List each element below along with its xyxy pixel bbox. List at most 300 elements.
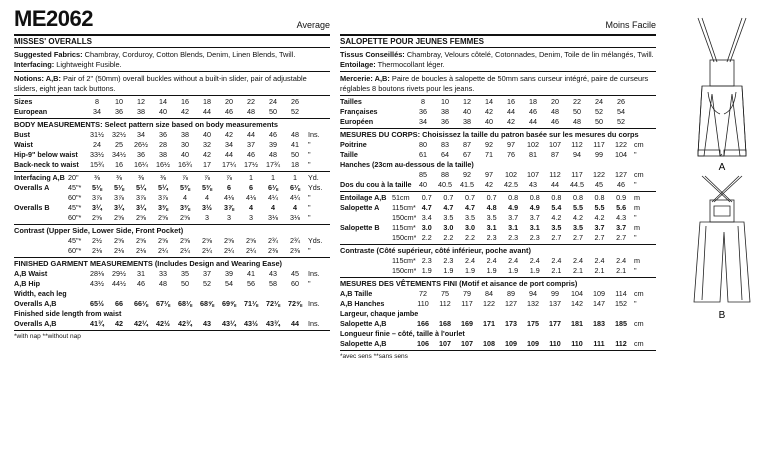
row-label: Largeur, chaque jambe [340, 309, 419, 318]
row-label: A,B Waist [14, 269, 48, 278]
table-cell: 122 [483, 299, 495, 308]
table-cell: 0.8 [508, 193, 519, 202]
table-cell: 60 [291, 279, 299, 288]
table-row [340, 97, 656, 107]
row-values [86, 183, 306, 193]
table-cell: 102 [527, 140, 539, 149]
row-label: A,B Taille [340, 289, 373, 298]
view-a-label: A [718, 162, 726, 173]
table-row [14, 160, 330, 170]
table-cell: 42¾ [178, 319, 192, 328]
table-cell: 173 [505, 319, 517, 328]
table-cell: 54 [225, 279, 233, 288]
unit-label [306, 107, 330, 117]
table-cell: 14 [159, 97, 167, 106]
table-cell: 111 [593, 339, 605, 348]
table-cell: 4.7 [464, 203, 475, 212]
table-cell: 3 [205, 213, 209, 222]
row-values [412, 319, 632, 329]
row-label: Européen [340, 117, 374, 126]
unit-label: Ins. [308, 299, 320, 308]
table-cell: 1.9 [529, 266, 540, 275]
table-cell: 48 [551, 107, 559, 116]
table-cell: 16 [115, 160, 123, 169]
unit-label: cm [634, 289, 644, 298]
row-width-label: 115cm* [392, 203, 416, 212]
header-left [14, 0, 330, 36]
row-label: Overalls A,B [14, 319, 57, 328]
table-cell: 24 [269, 97, 277, 106]
sizes-table-fr [340, 96, 656, 129]
row-label: Entoilage A,B [340, 193, 387, 202]
table-cell: 17¼ [222, 160, 236, 169]
table-cell: 42 [485, 180, 493, 189]
table-cell: 3⅞ [158, 193, 168, 202]
table-cell: 46 [529, 107, 537, 116]
table-cell: 4.9 [508, 203, 519, 212]
row-label [14, 246, 68, 256]
table-cell: 5.6 [616, 203, 627, 212]
table-cell: 64 [441, 150, 449, 159]
table-cell: 2.3 [486, 233, 497, 242]
row-values [416, 193, 632, 203]
table-cell: 34 [137, 130, 145, 139]
table-cell: 110 [549, 339, 561, 348]
table-cell: 185 [615, 319, 627, 328]
table-cell: 5⅜ [202, 183, 212, 192]
row-values [86, 193, 306, 203]
row-values [86, 213, 306, 223]
table-cell: 43 [529, 180, 537, 189]
unit-label: " [308, 193, 311, 202]
table-cell: 2¾ [290, 236, 300, 245]
table-cell: 117 [461, 299, 473, 308]
table-cell: 4 [249, 203, 253, 212]
table-cell: 4 [293, 203, 297, 212]
table-cell: 32½ [112, 130, 126, 139]
table-cell: 46 [247, 150, 255, 159]
contrast-table-fr [340, 245, 656, 278]
table-row [14, 173, 330, 183]
table-cell: 0.8 [529, 193, 540, 202]
table-cell: 42¼ [134, 319, 148, 328]
table-cell: 34 [419, 117, 427, 126]
row-values [416, 203, 632, 213]
table-cell: 18 [529, 97, 537, 106]
table-cell: 2⅝ [114, 213, 124, 222]
table-cell: 106 [417, 339, 429, 348]
table-cell: 110 [571, 339, 583, 348]
table-cell: 97 [507, 140, 515, 149]
table-cell: 109 [527, 339, 539, 348]
table-cell: 1.9 [464, 266, 475, 275]
table-cell: 34 [225, 140, 233, 149]
table-cell: 40 [463, 107, 471, 116]
table-cell: 46 [269, 130, 277, 139]
table-cell: 110 [417, 299, 429, 308]
table-cell: 5⅛ [92, 183, 102, 192]
table-cell: 2¼ [180, 246, 190, 255]
notions-paragraph [14, 72, 330, 96]
table-cell: 69⅝ [222, 299, 236, 308]
table-cell: 2⅛ [114, 246, 124, 255]
table-cell: 42 [181, 107, 189, 116]
table-cell: 2¼ [158, 246, 168, 255]
table-row [14, 213, 330, 223]
row-label: Longueur finie – côté, taille à l'ourlet [340, 329, 465, 338]
difficulty-level: Average [296, 20, 330, 30]
table-cell: 56 [247, 279, 255, 288]
table-cell: 3⅞ [136, 193, 146, 202]
table-cell: 48 [269, 150, 277, 159]
table-cell: 3.5 [464, 213, 475, 222]
row-label: Overalls B [14, 203, 50, 212]
unit-label: " [308, 140, 311, 149]
row-values [86, 299, 306, 309]
table-cell: 2.3 [529, 233, 540, 242]
table-cell: 42.5 [504, 180, 518, 189]
table-cell: 31 [137, 269, 145, 278]
table-cell: 97 [485, 170, 493, 179]
table-cell: 44 [291, 319, 299, 328]
table-cell: 36 [137, 150, 145, 159]
table-cell: 41 [247, 269, 255, 278]
table-cell: 28 [159, 140, 167, 149]
table-cell: 43¼ [222, 319, 236, 328]
table-cell: 108 [483, 339, 495, 348]
table-cell: 117 [593, 140, 605, 149]
table-cell: 2⅝ [158, 213, 168, 222]
table-cell: 99 [595, 150, 603, 159]
table-cell: 31½ [90, 130, 104, 139]
table-cell: 44 [203, 107, 211, 116]
table-cell: 46 [225, 107, 233, 116]
row-values [412, 117, 632, 127]
row-width-label: 115cm* [392, 223, 416, 232]
row-values [86, 236, 306, 246]
table-cell: 5¼ [136, 183, 146, 192]
unit-label: " [634, 299, 637, 308]
table-cell: 87 [463, 140, 471, 149]
table-cell: 38 [159, 150, 167, 159]
table-cell: 17¾ [266, 160, 280, 169]
table-cell: 40 [159, 107, 167, 116]
table-cell: 3.5 [443, 213, 454, 222]
table-cell: 39 [225, 269, 233, 278]
table-cell: 18 [203, 97, 211, 106]
table-cell: 102 [505, 170, 517, 179]
row-values [412, 107, 632, 117]
table-cell: 50 [181, 279, 189, 288]
table-cell: 10 [441, 97, 449, 106]
unit-label: Yds. [308, 183, 323, 192]
interfacing-label: Interfacing: [14, 60, 55, 69]
table-cell: 147 [593, 299, 605, 308]
table-cell: 81 [529, 150, 537, 159]
finished-measurements-table-fr [340, 278, 656, 351]
unit-label: " [308, 160, 311, 169]
table-row [14, 97, 330, 107]
unit-label: cm [634, 170, 644, 179]
table-cell: 34½ [112, 150, 126, 159]
table-cell: 2.3 [421, 256, 432, 265]
table-cell: 61 [419, 150, 427, 159]
table-cell: 3.1 [529, 223, 540, 232]
table-row [340, 223, 656, 233]
table-cell: 26 [291, 97, 299, 106]
table-cell: ⅞ [182, 173, 188, 182]
table-row [14, 299, 330, 309]
table-cell: 3 [249, 213, 253, 222]
table-cell: 5⅛ [114, 183, 124, 192]
row-width-label: 20" [68, 173, 79, 182]
table-cell: ⅜ [94, 173, 100, 182]
table-cell: 2⅝ [114, 236, 124, 245]
table-cell: 15¾ [90, 160, 104, 169]
table-cell: 3.4 [421, 213, 432, 222]
table-cell: 8 [95, 97, 99, 106]
row-values [86, 107, 306, 117]
table-cell: 114 [615, 289, 627, 298]
unit-label: cm [634, 140, 644, 149]
table-cell: 40 [181, 150, 189, 159]
section-title: BODY MEASUREMENTS: Select pattern size based on body measurements [14, 120, 278, 129]
table-row [14, 319, 330, 329]
table-cell: 29½ [112, 269, 126, 278]
yardage-table [14, 172, 330, 225]
table-cell: 46 [617, 180, 625, 189]
table-cell: 83 [441, 140, 449, 149]
table-cell: 65½ [90, 299, 104, 308]
table-cell: 4 [271, 203, 275, 212]
body-measurements-table [14, 119, 330, 172]
table-row [340, 213, 656, 223]
table-row [340, 170, 656, 180]
table-cell: 5⅜ [180, 183, 190, 192]
table-cell: 43½ [244, 319, 258, 328]
row-values [86, 173, 306, 183]
table-cell: 17½ [244, 160, 258, 169]
row-label: Waist [14, 140, 33, 149]
table-cell: 40.5 [438, 180, 452, 189]
row-width-label: 51cm [392, 193, 410, 202]
table-cell: 94 [529, 289, 537, 298]
fabrics-paragraph [14, 48, 330, 72]
table-cell: 67⅛ [156, 299, 170, 308]
row-label: A,B Hip [14, 279, 40, 288]
table-row [340, 117, 656, 127]
table-cell: 20 [225, 97, 233, 106]
unit-label: cm [634, 339, 644, 348]
unit-label: Yd. [308, 173, 319, 182]
row-label [340, 256, 392, 266]
table-cell: 2.2 [443, 233, 454, 242]
table-cell: 3⅜ [158, 203, 168, 212]
table-cell: 42 [225, 130, 233, 139]
table-row [14, 246, 330, 256]
table-row [340, 107, 656, 117]
table-row [340, 180, 656, 190]
table-row [14, 309, 330, 319]
table-cell: 175 [527, 319, 539, 328]
table-cell: 40 [485, 117, 493, 126]
table-cell: 44 [247, 130, 255, 139]
row-width-label: 45"* [68, 203, 82, 212]
table-cell: 87 [551, 150, 559, 159]
table-cell: 132 [527, 299, 539, 308]
table-cell: 52 [203, 279, 211, 288]
table-cell: 2⅝ [158, 236, 168, 245]
interfacing-label-fr: Entoilage: [340, 60, 376, 69]
table-row [340, 160, 656, 170]
table-cell: 84 [485, 289, 493, 298]
row-width-label: 60"* [68, 193, 82, 202]
table-cell: 50 [573, 107, 581, 116]
table-cell: 28⅛ [90, 269, 104, 278]
table-cell: 127 [615, 170, 627, 179]
table-row [14, 193, 330, 203]
row-values [412, 339, 632, 349]
unit-label: " [308, 213, 311, 222]
table-cell: 71⅛ [244, 299, 258, 308]
unit-label: " [634, 180, 637, 189]
table-cell: ⅜ [116, 173, 122, 182]
table-cell: 48 [247, 107, 255, 116]
unit-label: " [634, 150, 637, 159]
table-cell: 39 [269, 140, 277, 149]
table-cell: 48 [159, 279, 167, 288]
table-row [14, 183, 330, 193]
table-cell: 0.8 [551, 193, 562, 202]
table-cell: 171 [483, 319, 495, 328]
table-cell: 52 [617, 117, 625, 126]
table-cell: 3.0 [421, 223, 432, 232]
row-values [412, 170, 632, 180]
table-cell: 44 [225, 150, 233, 159]
table-cell: 1.9 [443, 266, 454, 275]
table-cell: 4¼ [268, 193, 278, 202]
unit-label: Ins. [308, 130, 320, 139]
yardage-table-fr [340, 192, 656, 245]
table-cell: 5.5 [572, 203, 583, 212]
table-cell: ⅜ [138, 173, 144, 182]
row-width-label: 150cm* [392, 233, 416, 242]
table-cell: 4.3 [616, 213, 627, 222]
table-cell: 2.7 [616, 233, 627, 242]
table-cell: 68⅛ [178, 299, 192, 308]
table-cell: 44.5 [570, 180, 584, 189]
table-cell: 34 [93, 107, 101, 116]
unit-label: m [634, 203, 640, 212]
row-label [340, 213, 392, 223]
table-row [340, 299, 656, 309]
table-cell: 3.7 [508, 213, 519, 222]
table-cell: 2¼ [246, 246, 256, 255]
table-cell: 16½ [156, 160, 170, 169]
table-cell: 6⅛ [268, 183, 278, 192]
table-cell: 46 [137, 279, 145, 288]
notions-text: Pair of 2" (50mm) overall buckles without a built-in slider, pair of adjustable sliders, eight jean tack buttons. [14, 74, 307, 93]
table-cell: 4¼ [290, 193, 300, 202]
table-cell: 0.7 [443, 193, 454, 202]
table-cell: 43 [203, 319, 211, 328]
table-cell: 52 [595, 107, 603, 116]
contrast-table [14, 225, 330, 258]
table-cell: 2.1 [551, 266, 562, 275]
table-row [340, 289, 656, 299]
table-cell: 2⅝ [136, 213, 146, 222]
row-label: Sizes [14, 97, 33, 106]
table-cell: 58 [269, 279, 277, 288]
row-values [416, 213, 632, 223]
table-cell: 94 [573, 150, 581, 159]
table-cell: 92 [485, 140, 493, 149]
table-cell: 3⅜ [180, 203, 190, 212]
view-b-sketch [680, 172, 764, 328]
table-cell: 2⅝ [224, 236, 234, 245]
table-cell: 1.9 [508, 266, 519, 275]
unit-label: " [308, 203, 311, 212]
row-values [416, 256, 632, 266]
table-cell: 2.4 [572, 256, 583, 265]
row-values [86, 160, 306, 170]
table-cell: 16¼ [134, 160, 148, 169]
table-cell: 3.0 [443, 223, 454, 232]
table-cell: 4.7 [421, 203, 432, 212]
table-cell: 109 [593, 289, 605, 298]
difficulty-level-fr: Moins Facile [605, 20, 656, 30]
table-row [340, 233, 656, 243]
notions-text-fr: Paire de boucles à salopette de 50mm sans curseur intégré, paire de curseurs réglables 8 boutons rivets pour les jeans. [340, 74, 649, 93]
row-label: Finished side length from waist [14, 309, 122, 318]
table-cell: 122 [615, 140, 627, 149]
table-cell: 6 [227, 183, 231, 192]
unit-label: m [634, 193, 640, 202]
table-cell: 16 [507, 97, 515, 106]
table-row [14, 150, 330, 160]
table-cell: 3.7 [529, 213, 540, 222]
row-label: Overalls A,B [14, 299, 57, 308]
table-cell: 36 [441, 117, 449, 126]
table-cell: 48 [573, 117, 581, 126]
table-cell: 4.9 [529, 203, 540, 212]
table-cell: ⅜ [160, 173, 166, 182]
table-cell: 38 [137, 107, 145, 116]
table-cell: 1 [249, 173, 253, 182]
notions-label: Notions: A,B: [14, 74, 61, 83]
table-cell: 35 [181, 269, 189, 278]
table-cell: 2.2 [464, 233, 475, 242]
unit-label: m [634, 256, 640, 265]
table-row [340, 203, 656, 213]
table-cell: 8 [421, 97, 425, 106]
table-row [14, 269, 330, 279]
table-cell: 3.5 [551, 223, 562, 232]
table-cell: ⅞ [226, 173, 232, 182]
row-values [86, 150, 306, 160]
table-cell: 24 [93, 140, 101, 149]
table-cell: 42 [115, 319, 123, 328]
row-values [86, 203, 306, 213]
table-cell: 168 [439, 319, 451, 328]
table-cell: 2.2 [421, 233, 432, 242]
unit-label: " [634, 266, 637, 275]
table-cell: 50 [269, 107, 277, 116]
table-cell: 3¼ [136, 203, 146, 212]
row-values [412, 180, 632, 190]
table-cell: 14 [485, 97, 493, 106]
row-values [86, 269, 306, 279]
